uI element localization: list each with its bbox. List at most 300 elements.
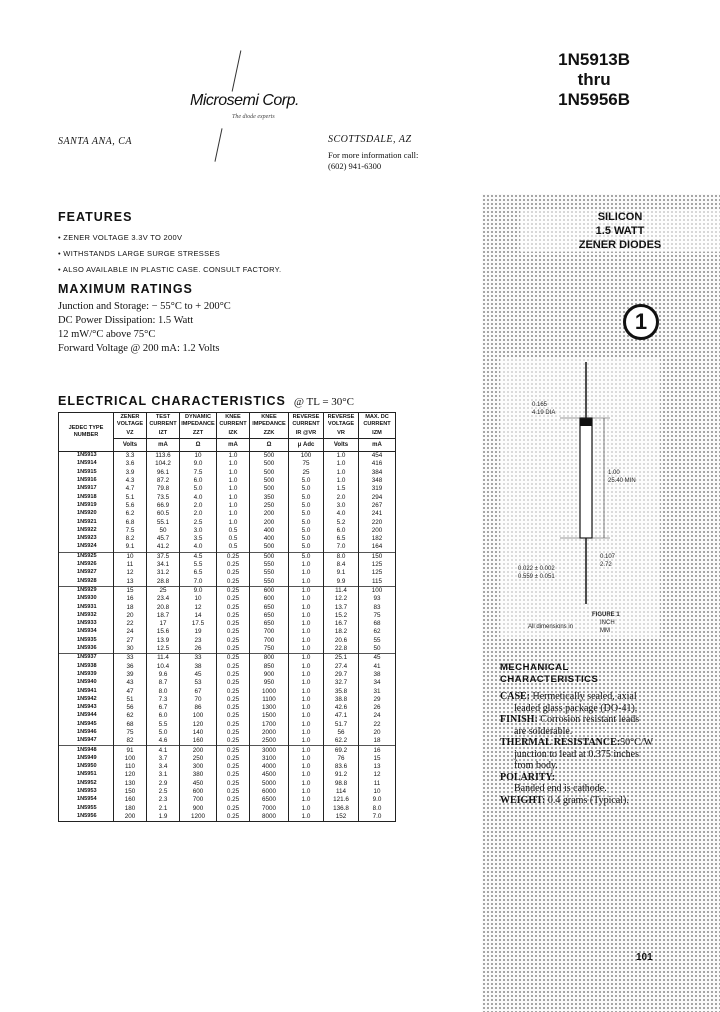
value-cell: 0.25 — [217, 595, 250, 603]
value-cell: 45 — [180, 671, 217, 679]
column-unit: μ Adc — [289, 439, 324, 452]
type-number-cell: 1N5918 — [59, 493, 114, 501]
value-cell: 9.0 — [180, 460, 217, 468]
elec-condition: @ TL = 30°C — [293, 396, 355, 408]
value-cell: 0.25 — [217, 763, 250, 771]
value-cell: 15.6 — [147, 628, 180, 636]
value-cell: 33 — [180, 654, 217, 663]
value-cell: 5.1 — [114, 493, 147, 501]
type-number-cell: 1N5913 — [59, 452, 114, 461]
value-cell: 1.0 — [289, 577, 324, 586]
value-cell: 83.6 — [324, 763, 359, 771]
value-cell: 4.3 — [114, 477, 147, 485]
value-cell: 75 — [289, 460, 324, 468]
column-unit: mA — [217, 439, 250, 452]
package-diagram — [500, 358, 660, 638]
finish-text-2: are solderable. — [514, 725, 573, 737]
value-cell: 1.0 — [289, 746, 324, 755]
value-cell: 60.5 — [147, 510, 180, 518]
feature-item: • WITHSTANDS LARGE SURGE STRESSES — [58, 249, 220, 258]
value-cell: 13 — [114, 577, 147, 586]
value-cell: 6.8 — [114, 518, 147, 526]
rating-line: DC Power Dissipation: 1.5 Watt — [58, 315, 194, 326]
value-cell: 35.8 — [324, 687, 359, 695]
value-cell: 9.6 — [147, 671, 180, 679]
value-cell: 0.25 — [217, 746, 250, 755]
value-cell: 0.25 — [217, 771, 250, 779]
value-cell: 348 — [359, 477, 396, 485]
value-cell: 550 — [250, 577, 289, 586]
value-cell: 700 — [250, 628, 289, 636]
value-cell: 15 — [359, 755, 396, 763]
value-cell: 120 — [114, 771, 147, 779]
max-ratings-heading: MAXIMUM RATINGS — [58, 282, 193, 296]
value-cell: 5.0 — [289, 493, 324, 501]
value-cell: 7.5 — [180, 469, 217, 477]
table-row — [59, 535, 396, 543]
value-cell: 51 — [114, 696, 147, 704]
column-header: ZENER VOLTAGE — [114, 413, 147, 430]
value-cell: 180 — [114, 804, 147, 812]
value-cell: 51.7 — [324, 721, 359, 729]
value-cell: 115 — [359, 577, 396, 586]
dim-unit-inch: INCH — [600, 620, 615, 626]
table-row — [59, 452, 396, 461]
type-number-cell: 1N5956 — [59, 813, 114, 822]
value-cell: 1.0 — [289, 796, 324, 804]
type-number-cell: 1N5955 — [59, 804, 114, 812]
value-cell: 100 — [289, 452, 324, 461]
value-cell: 11 — [359, 780, 396, 788]
value-cell: 164 — [359, 543, 396, 552]
part-range — [558, 50, 630, 110]
mechanical-characteristics — [500, 662, 700, 806]
value-cell: 294 — [359, 493, 396, 501]
dim-body-dia: 0.107 — [600, 554, 616, 560]
value-cell: 1.0 — [289, 729, 324, 737]
table-row — [59, 502, 396, 510]
value-cell: 3.4 — [147, 763, 180, 771]
value-cell: 0.5 — [217, 543, 250, 552]
value-cell: 6.0 — [147, 712, 180, 720]
value-cell: 34 — [359, 679, 396, 687]
value-cell: 319 — [359, 485, 396, 493]
polarity-text: Banded end is cathode. — [514, 783, 607, 794]
value-cell: 1.0 — [289, 671, 324, 679]
value-cell: 2.3 — [147, 796, 180, 804]
value-cell: 62.2 — [324, 737, 359, 746]
value-cell: 68 — [114, 721, 147, 729]
value-cell: 0.25 — [217, 687, 250, 695]
value-cell: 1.0 — [289, 595, 324, 603]
column-header: KNEE IMPEDANCE — [250, 413, 289, 430]
part-to: 1N5956B — [558, 90, 630, 109]
value-cell: 75 — [359, 612, 396, 620]
value-cell: 22.8 — [324, 645, 359, 654]
value-cell: 5.0 — [289, 502, 324, 510]
table-row — [59, 603, 396, 611]
rating-line: 12 mW/°C above 75°C — [58, 329, 156, 340]
value-cell: 68 — [359, 620, 396, 628]
column-unit: Volts — [324, 439, 359, 452]
value-cell: 1.0 — [217, 469, 250, 477]
mech-heading-1: MECHANICAL — [500, 662, 569, 673]
table-row — [59, 654, 396, 663]
value-cell: 0.25 — [217, 612, 250, 620]
value-cell: 700 — [180, 796, 217, 804]
value-cell: 1700 — [250, 721, 289, 729]
value-cell: 29.7 — [324, 671, 359, 679]
value-cell: 2500 — [250, 737, 289, 746]
value-cell: 7.0 — [359, 813, 396, 822]
value-cell: 5.0 — [289, 527, 324, 535]
value-cell: 1.9 — [147, 813, 180, 822]
value-cell: 1.0 — [289, 687, 324, 695]
value-cell: 23 — [180, 637, 217, 645]
table-row — [59, 569, 396, 577]
value-cell: 220 — [359, 518, 396, 526]
value-cell: 550 — [250, 561, 289, 569]
value-cell: 121.6 — [324, 796, 359, 804]
value-cell: 5.0 — [289, 477, 324, 485]
figure-badge: 1 — [623, 304, 659, 340]
value-cell: 91.2 — [324, 771, 359, 779]
value-cell: 650 — [250, 612, 289, 620]
table-row — [59, 729, 396, 737]
brand-tagline: The diode experts — [232, 114, 275, 120]
value-cell: 1.0 — [289, 603, 324, 611]
type-number-cell: 1N5952 — [59, 780, 114, 788]
value-cell: 62 — [114, 712, 147, 720]
value-cell: 12.2 — [324, 595, 359, 603]
value-cell: 9.1 — [114, 543, 147, 552]
value-cell: 750 — [250, 645, 289, 654]
type-number-cell: 1N5949 — [59, 755, 114, 763]
value-cell: 8.0 — [324, 552, 359, 561]
type-number-cell: 1N5930 — [59, 595, 114, 603]
type-number-cell: 1N5936 — [59, 645, 114, 654]
value-cell: 32.7 — [324, 679, 359, 687]
table-row — [59, 671, 396, 679]
value-cell: 10 — [180, 595, 217, 603]
location-left: SANTA ANA, CA — [58, 136, 133, 147]
type-number-cell: 1N5919 — [59, 502, 114, 510]
value-cell: 1.0 — [217, 502, 250, 510]
value-cell: 5.0 — [147, 729, 180, 737]
value-cell: 1.0 — [289, 586, 324, 595]
value-cell: 416 — [359, 460, 396, 468]
column-header: REVERSE VOLTAGE — [324, 413, 359, 430]
case-text: Hermetically sealed, axial — [532, 691, 637, 702]
column-symbol: VZ — [114, 429, 147, 439]
type-number-cell: 1N5940 — [59, 679, 114, 687]
value-cell: 0.25 — [217, 620, 250, 628]
value-cell: 200 — [359, 527, 396, 535]
value-cell: 47 — [114, 687, 147, 695]
value-cell: 6000 — [250, 788, 289, 796]
value-cell: 0.25 — [217, 628, 250, 636]
value-cell: 3.0 — [324, 502, 359, 510]
value-cell: 5.0 — [289, 543, 324, 552]
value-cell: 1.0 — [289, 721, 324, 729]
value-cell: 1.0 — [289, 679, 324, 687]
value-cell: 1.0 — [217, 460, 250, 468]
value-cell: 1200 — [180, 813, 217, 822]
value-cell: 10.4 — [147, 662, 180, 670]
value-cell: 600 — [250, 586, 289, 595]
type-number-cell: 1N5927 — [59, 569, 114, 577]
diode-body — [580, 418, 592, 538]
value-cell: 6500 — [250, 796, 289, 804]
value-cell: 3.9 — [114, 469, 147, 477]
type-number-cell: 1N5922 — [59, 527, 114, 535]
value-cell: 5.5 — [147, 721, 180, 729]
value-cell: 2.5 — [180, 518, 217, 526]
value-cell: 1300 — [250, 704, 289, 712]
column-header: MAX. DC CURRENT — [359, 413, 396, 430]
weight-text: 0.4 grams (Typical). — [547, 794, 629, 806]
value-cell: 2.1 — [147, 804, 180, 812]
value-cell: 1.0 — [289, 771, 324, 779]
svg-text:0.559 ± 0.051: 0.559 ± 0.051 — [518, 574, 555, 580]
value-cell: 24 — [114, 628, 147, 636]
value-cell: 152 — [324, 813, 359, 822]
value-cell: 450 — [180, 780, 217, 788]
value-cell: 31.2 — [147, 569, 180, 577]
type-number-cell: 1N5928 — [59, 577, 114, 586]
type-number-cell: 1N5921 — [59, 518, 114, 526]
value-cell: 650 — [250, 603, 289, 611]
value-cell: 1.0 — [217, 477, 250, 485]
table-row — [59, 755, 396, 763]
value-cell: 11.4 — [147, 654, 180, 663]
value-cell: 5.0 — [289, 552, 324, 561]
value-cell: 3.0 — [180, 527, 217, 535]
value-cell: 2.0 — [180, 502, 217, 510]
column-symbol: IZT — [147, 429, 180, 439]
value-cell: 350 — [250, 493, 289, 501]
value-cell: 0.25 — [217, 737, 250, 746]
value-cell: 150 — [359, 552, 396, 561]
value-cell: 9.0 — [359, 796, 396, 804]
value-cell: 100 — [180, 712, 217, 720]
value-cell: 1.0 — [289, 788, 324, 796]
value-cell: 70 — [180, 696, 217, 704]
thermal-text-3: from body. — [514, 760, 558, 771]
value-cell: 34.1 — [147, 561, 180, 569]
type-number-cell: 1N5954 — [59, 796, 114, 804]
value-cell: 79.8 — [147, 485, 180, 493]
value-cell: 83 — [359, 603, 396, 611]
value-cell: 500 — [250, 452, 289, 461]
column-symbol: IZM — [359, 429, 396, 439]
value-cell: 1.0 — [324, 460, 359, 468]
column-unit: mA — [359, 439, 396, 452]
value-cell: 18.2 — [324, 628, 359, 636]
type-number-cell: 1N5931 — [59, 603, 114, 611]
value-cell: 50 — [359, 645, 396, 654]
value-cell: 5.5 — [180, 561, 217, 569]
value-cell: 38 — [180, 662, 217, 670]
value-cell: 0.25 — [217, 577, 250, 586]
rating-line: Junction and Storage: − 55°C to + 200°C — [58, 301, 231, 312]
type-number-cell: 1N5946 — [59, 729, 114, 737]
table-row — [59, 586, 396, 595]
value-cell: 31 — [359, 687, 396, 695]
value-cell: 267 — [359, 502, 396, 510]
table-row — [59, 620, 396, 628]
value-cell: 16.7 — [324, 620, 359, 628]
value-cell: 113.6 — [147, 452, 180, 461]
value-cell: 3.5 — [180, 535, 217, 543]
value-cell: 15.2 — [324, 612, 359, 620]
table-row — [59, 721, 396, 729]
product-title-line-2: 1.5 WATT — [595, 225, 645, 237]
value-cell: 150 — [114, 788, 147, 796]
value-cell: 22 — [359, 721, 396, 729]
value-cell: 4500 — [250, 771, 289, 779]
column-symbol: ZZK — [250, 429, 289, 439]
value-cell: 140 — [180, 729, 217, 737]
dim-body-length: 0.165 — [532, 402, 548, 408]
type-number-cell: 1N5942 — [59, 696, 114, 704]
type-number-cell: 1N5941 — [59, 687, 114, 695]
logo-slash-top — [232, 50, 242, 91]
table-row — [59, 763, 396, 771]
rating-line: Forward Voltage @ 200 mA: 1.2 Volts — [58, 343, 220, 354]
table-row — [59, 612, 396, 620]
value-cell: 0.25 — [217, 729, 250, 737]
value-cell: 6.2 — [114, 510, 147, 518]
value-cell: 20 — [359, 729, 396, 737]
value-cell: 38.8 — [324, 696, 359, 704]
value-cell: 17 — [147, 620, 180, 628]
contact-line-2: (602) 941-6300 — [328, 161, 382, 171]
type-number-cell: 1N5925 — [59, 552, 114, 561]
value-cell: 0.25 — [217, 586, 250, 595]
type-number-cell: 1N5916 — [59, 477, 114, 485]
value-cell: 43 — [114, 679, 147, 687]
value-cell: 0.25 — [217, 637, 250, 645]
value-cell: 0.25 — [217, 813, 250, 822]
value-cell: 0.25 — [217, 712, 250, 720]
value-cell: 5.0 — [289, 510, 324, 518]
value-cell: 76 — [324, 755, 359, 763]
value-cell: 0.25 — [217, 645, 250, 654]
value-cell: 30 — [114, 645, 147, 654]
value-cell: 3.6 — [114, 460, 147, 468]
value-cell: 384 — [359, 469, 396, 477]
value-cell: 4.6 — [147, 737, 180, 746]
value-cell: 5.0 — [180, 485, 217, 493]
type-number-cell: 1N5945 — [59, 721, 114, 729]
value-cell: 41 — [359, 662, 396, 670]
svg-text:25.40 MIN: 25.40 MIN — [608, 478, 636, 484]
value-cell: 82 — [114, 737, 147, 746]
type-number-cell: 1N5938 — [59, 662, 114, 670]
column-symbol: VR — [324, 429, 359, 439]
value-cell: 500 — [250, 552, 289, 561]
dim-note: All dimensions in — [528, 624, 574, 630]
value-cell: 1.5 — [324, 485, 359, 493]
logo-slash-bottom — [214, 128, 222, 161]
column-header: KNEE CURRENT — [217, 413, 250, 430]
value-cell: 250 — [180, 755, 217, 763]
type-number-cell: 1N5950 — [59, 763, 114, 771]
polarity-label: POLARITY: — [500, 771, 556, 783]
table-row — [59, 518, 396, 526]
value-cell: 75 — [114, 729, 147, 737]
value-cell: 1100 — [250, 696, 289, 704]
value-cell: 1.0 — [217, 493, 250, 501]
value-cell: 1.0 — [217, 518, 250, 526]
value-cell: 100 — [359, 586, 396, 595]
value-cell: 1.0 — [289, 737, 324, 746]
value-cell: 7.0 — [180, 577, 217, 586]
table-row — [59, 813, 396, 822]
value-cell: 27.4 — [324, 662, 359, 670]
value-cell: 22 — [114, 620, 147, 628]
value-cell: 3.1 — [147, 771, 180, 779]
column-header: REVERSE CURRENT — [289, 413, 324, 430]
features-heading: FEATURES — [58, 210, 133, 224]
value-cell: 38 — [359, 671, 396, 679]
column-unit: mA — [147, 439, 180, 452]
value-cell: 7000 — [250, 804, 289, 812]
type-number-cell: 1N5953 — [59, 788, 114, 796]
case-label: CASE: — [500, 691, 531, 702]
table-row — [59, 527, 396, 535]
elec-heading: ELECTRICAL CHARACTERISTICS — [58, 394, 286, 408]
value-cell: 1.0 — [217, 485, 250, 493]
value-cell: 7.3 — [147, 696, 180, 704]
value-cell: 4.1 — [147, 746, 180, 755]
value-cell: 73.5 — [147, 493, 180, 501]
value-cell: 45.7 — [147, 535, 180, 543]
value-cell: 50 — [147, 527, 180, 535]
table-row — [59, 737, 396, 746]
value-cell: 23.4 — [147, 595, 180, 603]
value-cell: 25.1 — [324, 654, 359, 663]
cathode-band — [580, 418, 592, 426]
column-unit: Ω — [250, 439, 289, 452]
table-row — [59, 493, 396, 501]
value-cell: 56 — [324, 729, 359, 737]
product-title — [520, 210, 720, 252]
table-row — [59, 662, 396, 670]
product-title-line-3: ZENER DIODES — [578, 239, 662, 251]
value-cell: 1000 — [250, 687, 289, 695]
value-cell: 18 — [359, 737, 396, 746]
value-cell: 19 — [180, 628, 217, 636]
case-text-2: leaded glass package (DO-41). — [514, 702, 638, 714]
type-number-cell: 1N5926 — [59, 561, 114, 569]
column-header: TEST CURRENT — [147, 413, 180, 430]
svg-text:2.72: 2.72 — [600, 562, 612, 568]
table-row — [59, 485, 396, 493]
value-cell: 98.8 — [324, 780, 359, 788]
column-symbol: IZK — [217, 429, 250, 439]
product-title-line-1: SILICON — [597, 211, 643, 223]
value-cell: 8.0 — [147, 687, 180, 695]
value-cell: 18.7 — [147, 612, 180, 620]
value-cell: 14 — [180, 612, 217, 620]
finish-text: Corrosion resistant leads — [540, 714, 640, 725]
value-cell: 39 — [114, 671, 147, 679]
value-cell: 56 — [114, 704, 147, 712]
table-row — [59, 595, 396, 603]
value-cell: 0.25 — [217, 755, 250, 763]
